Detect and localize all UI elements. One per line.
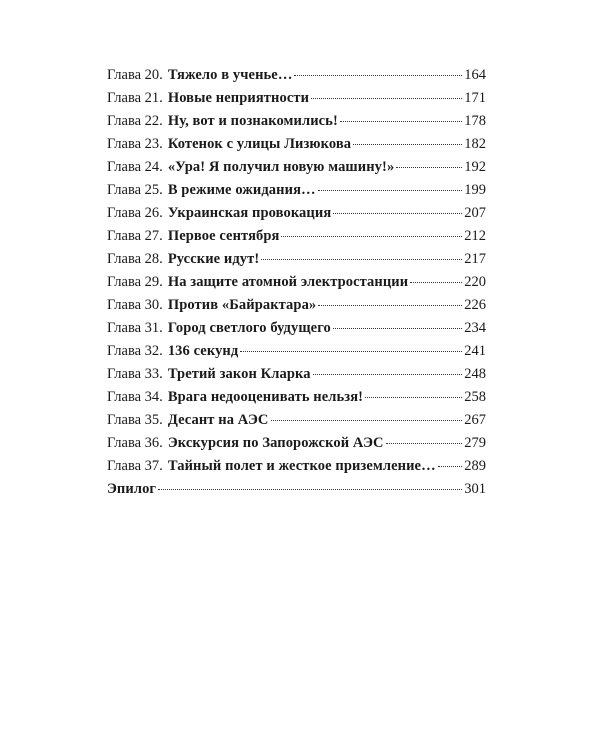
chapter-title: Город светлого будущего [167,320,331,336]
chapter-title: На защите атомной электростанции [167,274,409,290]
toc-entry-ch34 [107,386,486,409]
chapter-number: Глава 22. [107,113,163,129]
chapter-number: Глава 36. [107,435,163,451]
dot-leader [271,420,463,421]
chapter-number: Глава 29. [107,274,163,290]
page-number: 279 [464,435,486,451]
page-number: 248 [464,366,486,382]
toc-entry-ch26 [107,202,486,225]
chapter-title: Тяжело в ученье… [167,67,293,83]
toc-entry-ch36 [107,432,486,455]
chapter-number: Глава 32. [107,343,163,359]
chapter-number: Глава 20. [107,67,163,83]
toc-entry-ch22 [107,110,486,133]
dot-leader [261,259,462,260]
dot-leader [396,167,462,168]
chapter-title: Врага недооценивать нельзя! [167,389,364,405]
page-number: 220 [464,274,486,290]
toc-entry-ch24 [107,156,486,179]
chapter-title: Экскурсия по Запорожской АЭС [167,435,384,451]
dot-leader [318,305,462,306]
chapter-number: Глава 24. [107,159,163,175]
dot-leader [240,351,462,352]
dot-leader [340,121,462,122]
chapter-title: Украинская провокация [167,205,332,221]
toc-entry-ch28 [107,248,486,271]
dot-leader [281,236,462,237]
toc-entry-ch25 [107,179,486,202]
chapter-number: Глава 23. [107,136,163,152]
page-number: 241 [464,343,486,359]
chapter-number: Глава 34. [107,389,163,405]
dot-leader [438,466,463,467]
toc-entry-ch35 [107,409,486,432]
toc-entry-ch21 [107,87,486,110]
toc-entry-ch30 [107,294,486,317]
chapter-title: Десант на АЭС [167,412,269,428]
chapter-title: Третий закон Кларка [167,366,311,382]
page-number: 289 [464,458,486,474]
page-number: 267 [464,412,486,428]
page-number: 258 [464,389,486,405]
toc-entry-ch37 [107,455,486,478]
chapter-number: Глава 31. [107,320,163,336]
chapter-title: 136 секунд [167,343,239,359]
toc-entry-ch33 [107,363,486,386]
chapter-title: Ну, вот и познакомились! [167,113,338,129]
page-number: 217 [464,251,486,267]
page-number: 199 [464,182,486,198]
chapter-number: Глава 28. [107,251,163,267]
chapter-number: Глава 30. [107,297,163,313]
toc-entry-ch31 [107,317,486,340]
dot-leader [386,443,463,444]
toc-entry-ch27 [107,225,486,248]
page-number: 182 [464,136,486,152]
dot-leader [313,374,463,375]
dot-leader [158,489,462,490]
page-number: 164 [464,67,486,83]
chapter-title: Первое сентября [167,228,280,244]
table-of-contents [107,64,486,501]
toc-entry-ch23 [107,133,486,156]
chapter-title: «Ура! Я получил новую машину!» [167,159,395,175]
dot-leader [353,144,462,145]
page-number: 301 [464,481,486,497]
chapter-title: Эпилог [107,481,157,497]
chapter-number: Глава 26. [107,205,163,221]
dot-leader [333,213,462,214]
chapter-title: Русские идут! [167,251,260,267]
chapter-number: Глава 33. [107,366,163,382]
chapter-number: Глава 37. [107,458,163,474]
chapter-number: Глава 27. [107,228,163,244]
page-number: 234 [464,320,486,336]
page-number: 226 [464,297,486,313]
chapter-title: Тайный полет и жесткое приземление… [167,458,436,474]
page-number: 207 [464,205,486,221]
toc-entry-ch32 [107,340,486,363]
toc-entry-epilogue [107,478,486,501]
page-number: 171 [464,90,486,106]
dot-leader [311,98,462,99]
chapter-title: Новые неприятности [167,90,310,106]
toc-entry-ch20 [107,64,486,87]
chapter-title: Котенок с улицы Лизюкова [167,136,352,152]
page-number: 192 [464,159,486,175]
chapter-title: Против «Байрактара» [167,297,317,313]
chapter-number: Глава 21. [107,90,163,106]
dot-leader [410,282,462,283]
page-number: 178 [464,113,486,129]
page-number: 212 [464,228,486,244]
chapter-number: Глава 35. [107,412,163,428]
chapter-number: Глава 25. [107,182,163,198]
chapter-title: В режиме ожидания… [167,182,316,198]
dot-leader [318,190,463,191]
dot-leader [294,75,462,76]
dot-leader [333,328,462,329]
toc-entry-ch29 [107,271,486,294]
dot-leader [365,397,462,398]
